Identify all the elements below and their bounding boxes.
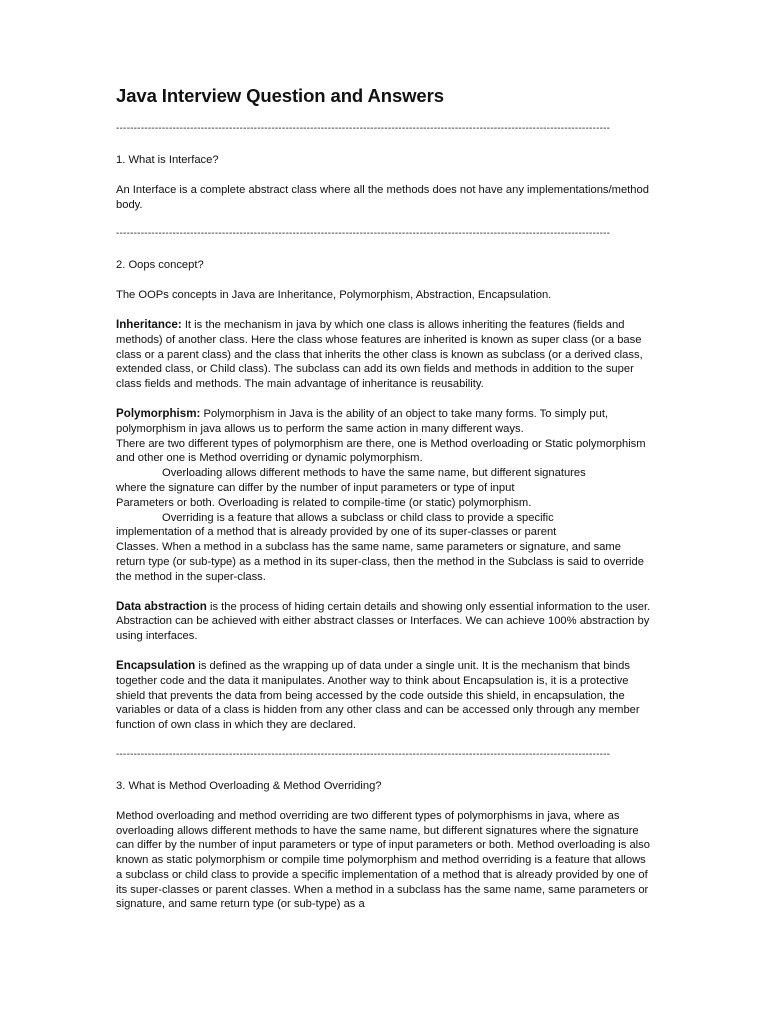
- encapsulation-text: is defined as the wrapping up of data under a single unit. It is the mechanism that binds together code and the data it manipulates. Another way to think about Encapsulation is, it is a protective shield that prevents the data from being accessed by the code outside this shield, in encapsulation, the variables or data of a class is hidden from any other class and can be accessed only through any member function of own class in which they are declared.: [116, 659, 640, 732]
- question-3: 3. What is Method Overloading & Method Overriding?: [116, 779, 382, 792]
- question-1: 1. What is Interface?: [116, 154, 219, 166]
- encapsulation-paragraph: [116, 659, 652, 733]
- abstraction-text: is the process of hiding certain details and showing only essential information to the user. Abstraction can be achieved with either abstract classes or Interfaces. We can achieve 100% abstraction by using interfaces.: [116, 600, 651, 643]
- separator-line: --------------------------------------------------------------------------------------------------------------------------------------------: [116, 748, 611, 760]
- answer-1: An Interface is a complete abstract class where all the methods does not have any implementations/method body.: [116, 183, 649, 211]
- separator-line: --------------------------------------------------------------------------------------------------------------------------------------------: [116, 123, 611, 134]
- separator-line: --------------------------------------------------------------------------------------------------------------------------------------------: [116, 228, 611, 240]
- overriding-line-1: Overriding is a feature that allows a subclass or child class to provide a specific: [162, 511, 554, 524]
- answer-3: Method overloading and method overriding are two different types of polymorphisms in java, where as overloading allows different methods to have the same name, but different signatures where the signature can differ by the number of input parameters or type of input parameters or both. Method overloading is also known as static polymorphism or compile time polymorphism and method overriding is a feature that allows a subclass or child class to provide a specific implementation of a method that is already provided by one of its super-classes or parent classes. When a method in a subclass has the same name, same parameters or signature, and same return type (or sub-type) as a: [116, 809, 650, 911]
- polymorphism-text: Polymorphism in Java is the ability of an object to take many forms. To simply put, polymorphism in java allows us to perform the same action in many different ways.: [116, 407, 609, 435]
- polymorphism-label: Polymorphism:: [116, 406, 201, 420]
- polymorphism-types: There are two different types of polymorphism are there, one is Method overloading or Static polymorphism and other one is Method overriding or dynamic polymorphism.: [116, 437, 646, 465]
- document-title: Java Interview Question and Answers: [116, 85, 444, 106]
- abstraction-paragraph: [116, 600, 652, 644]
- overriding-line-3: Classes. When a method in a subclass has the same name, same parameters or signature, and same return type (or sub-type) as a method in its super-class, then the method in the Subclass is said to override the method in the super-class.: [116, 541, 644, 583]
- inheritance-text: It is the mechanism in java by which one class is allows inheriting the features (fields and methods) of another class. Here the class whose features are inherited is known as super class (or a base class or a parent class) and the class that inherits the other class is known as subclass (or a derived class, extended class, or Child class). The subclass can add its own fields and methods in addition to the super class fields and methods. The main advantage of inheritance is reusability.: [116, 318, 643, 391]
- abstraction-label: Data abstraction: [116, 599, 207, 613]
- overloading-line-3: Parameters or both. Overloading is related to compile-time (or static) polymorphism.: [116, 496, 532, 509]
- encapsulation-label: Encapsulation: [116, 658, 196, 672]
- document-content: [116, 84, 652, 912]
- inheritance-label: Inheritance:: [116, 317, 182, 331]
- polymorphism-paragraph: [116, 407, 652, 437]
- overriding-line-2: implementation of a method that is already provided by one of its super-classes or parent: [116, 526, 557, 539]
- question-2: 2. Oops concept?: [116, 259, 204, 272]
- inheritance-paragraph: [116, 318, 652, 392]
- overloading-line-1: Overloading allows different methods to have the same name, but different signatures: [162, 467, 586, 480]
- overloading-line-2: where the signature can differ by the number of input parameters or type of input: [116, 481, 515, 494]
- oops-intro: The OOPs concepts in Java are Inheritance, Polymorphism, Abstraction, Encapsulation.: [116, 289, 552, 302]
